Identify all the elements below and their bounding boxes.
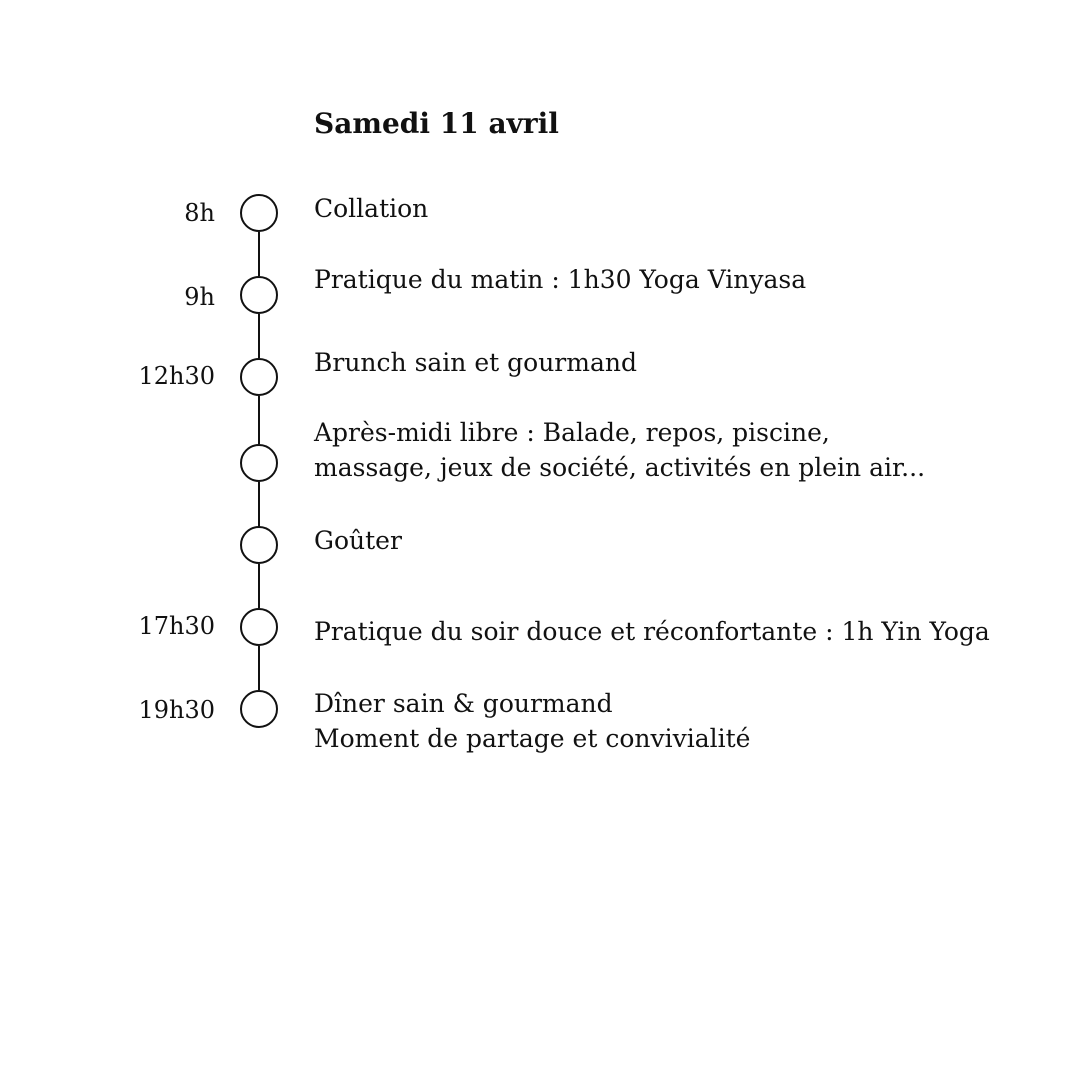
timeline-connector xyxy=(258,646,260,690)
event-line: Goûter xyxy=(314,526,402,555)
event-label xyxy=(314,415,925,485)
timeline-connector xyxy=(258,564,260,608)
event-label xyxy=(314,345,637,380)
event-time: 8h xyxy=(184,199,215,227)
event-time: 12h30 xyxy=(138,362,215,390)
timeline-node xyxy=(240,608,278,646)
timeline-connector xyxy=(258,396,260,444)
event-label xyxy=(314,262,806,297)
timeline-node xyxy=(240,194,278,232)
schedule-title: Samedi 11 avril xyxy=(314,107,559,140)
event-line: Dîner sain & gourmand xyxy=(314,689,613,718)
event-label xyxy=(314,686,750,756)
event-label xyxy=(314,614,990,649)
timeline-node xyxy=(240,358,278,396)
event-line: Brunch sain et gourmand xyxy=(314,348,637,377)
event-time: 9h xyxy=(184,283,215,311)
timeline-connector xyxy=(258,314,260,358)
event-line: Après-midi libre : Balade, repos, piscine, xyxy=(314,418,830,447)
timeline-node xyxy=(240,526,278,564)
event-time: 17h30 xyxy=(138,612,215,640)
event-label xyxy=(314,191,428,226)
event-label xyxy=(314,523,402,558)
timeline-node xyxy=(240,276,278,314)
event-line: Pratique du soir douce et réconfortante : 1h Yin Yoga xyxy=(314,617,990,646)
event-time: 19h30 xyxy=(138,696,215,724)
event-line: Collation xyxy=(314,194,429,223)
event-line: massage, jeux de société, activités en plein air... xyxy=(314,453,926,482)
timeline-node xyxy=(240,444,278,482)
timeline-connector xyxy=(258,232,260,276)
event-line: Moment de partage et convivialité xyxy=(314,724,751,753)
timeline-connector xyxy=(258,482,260,528)
timeline-node xyxy=(240,690,278,728)
event-line: Pratique du matin : 1h30 Yoga Vinyasa xyxy=(314,265,807,294)
